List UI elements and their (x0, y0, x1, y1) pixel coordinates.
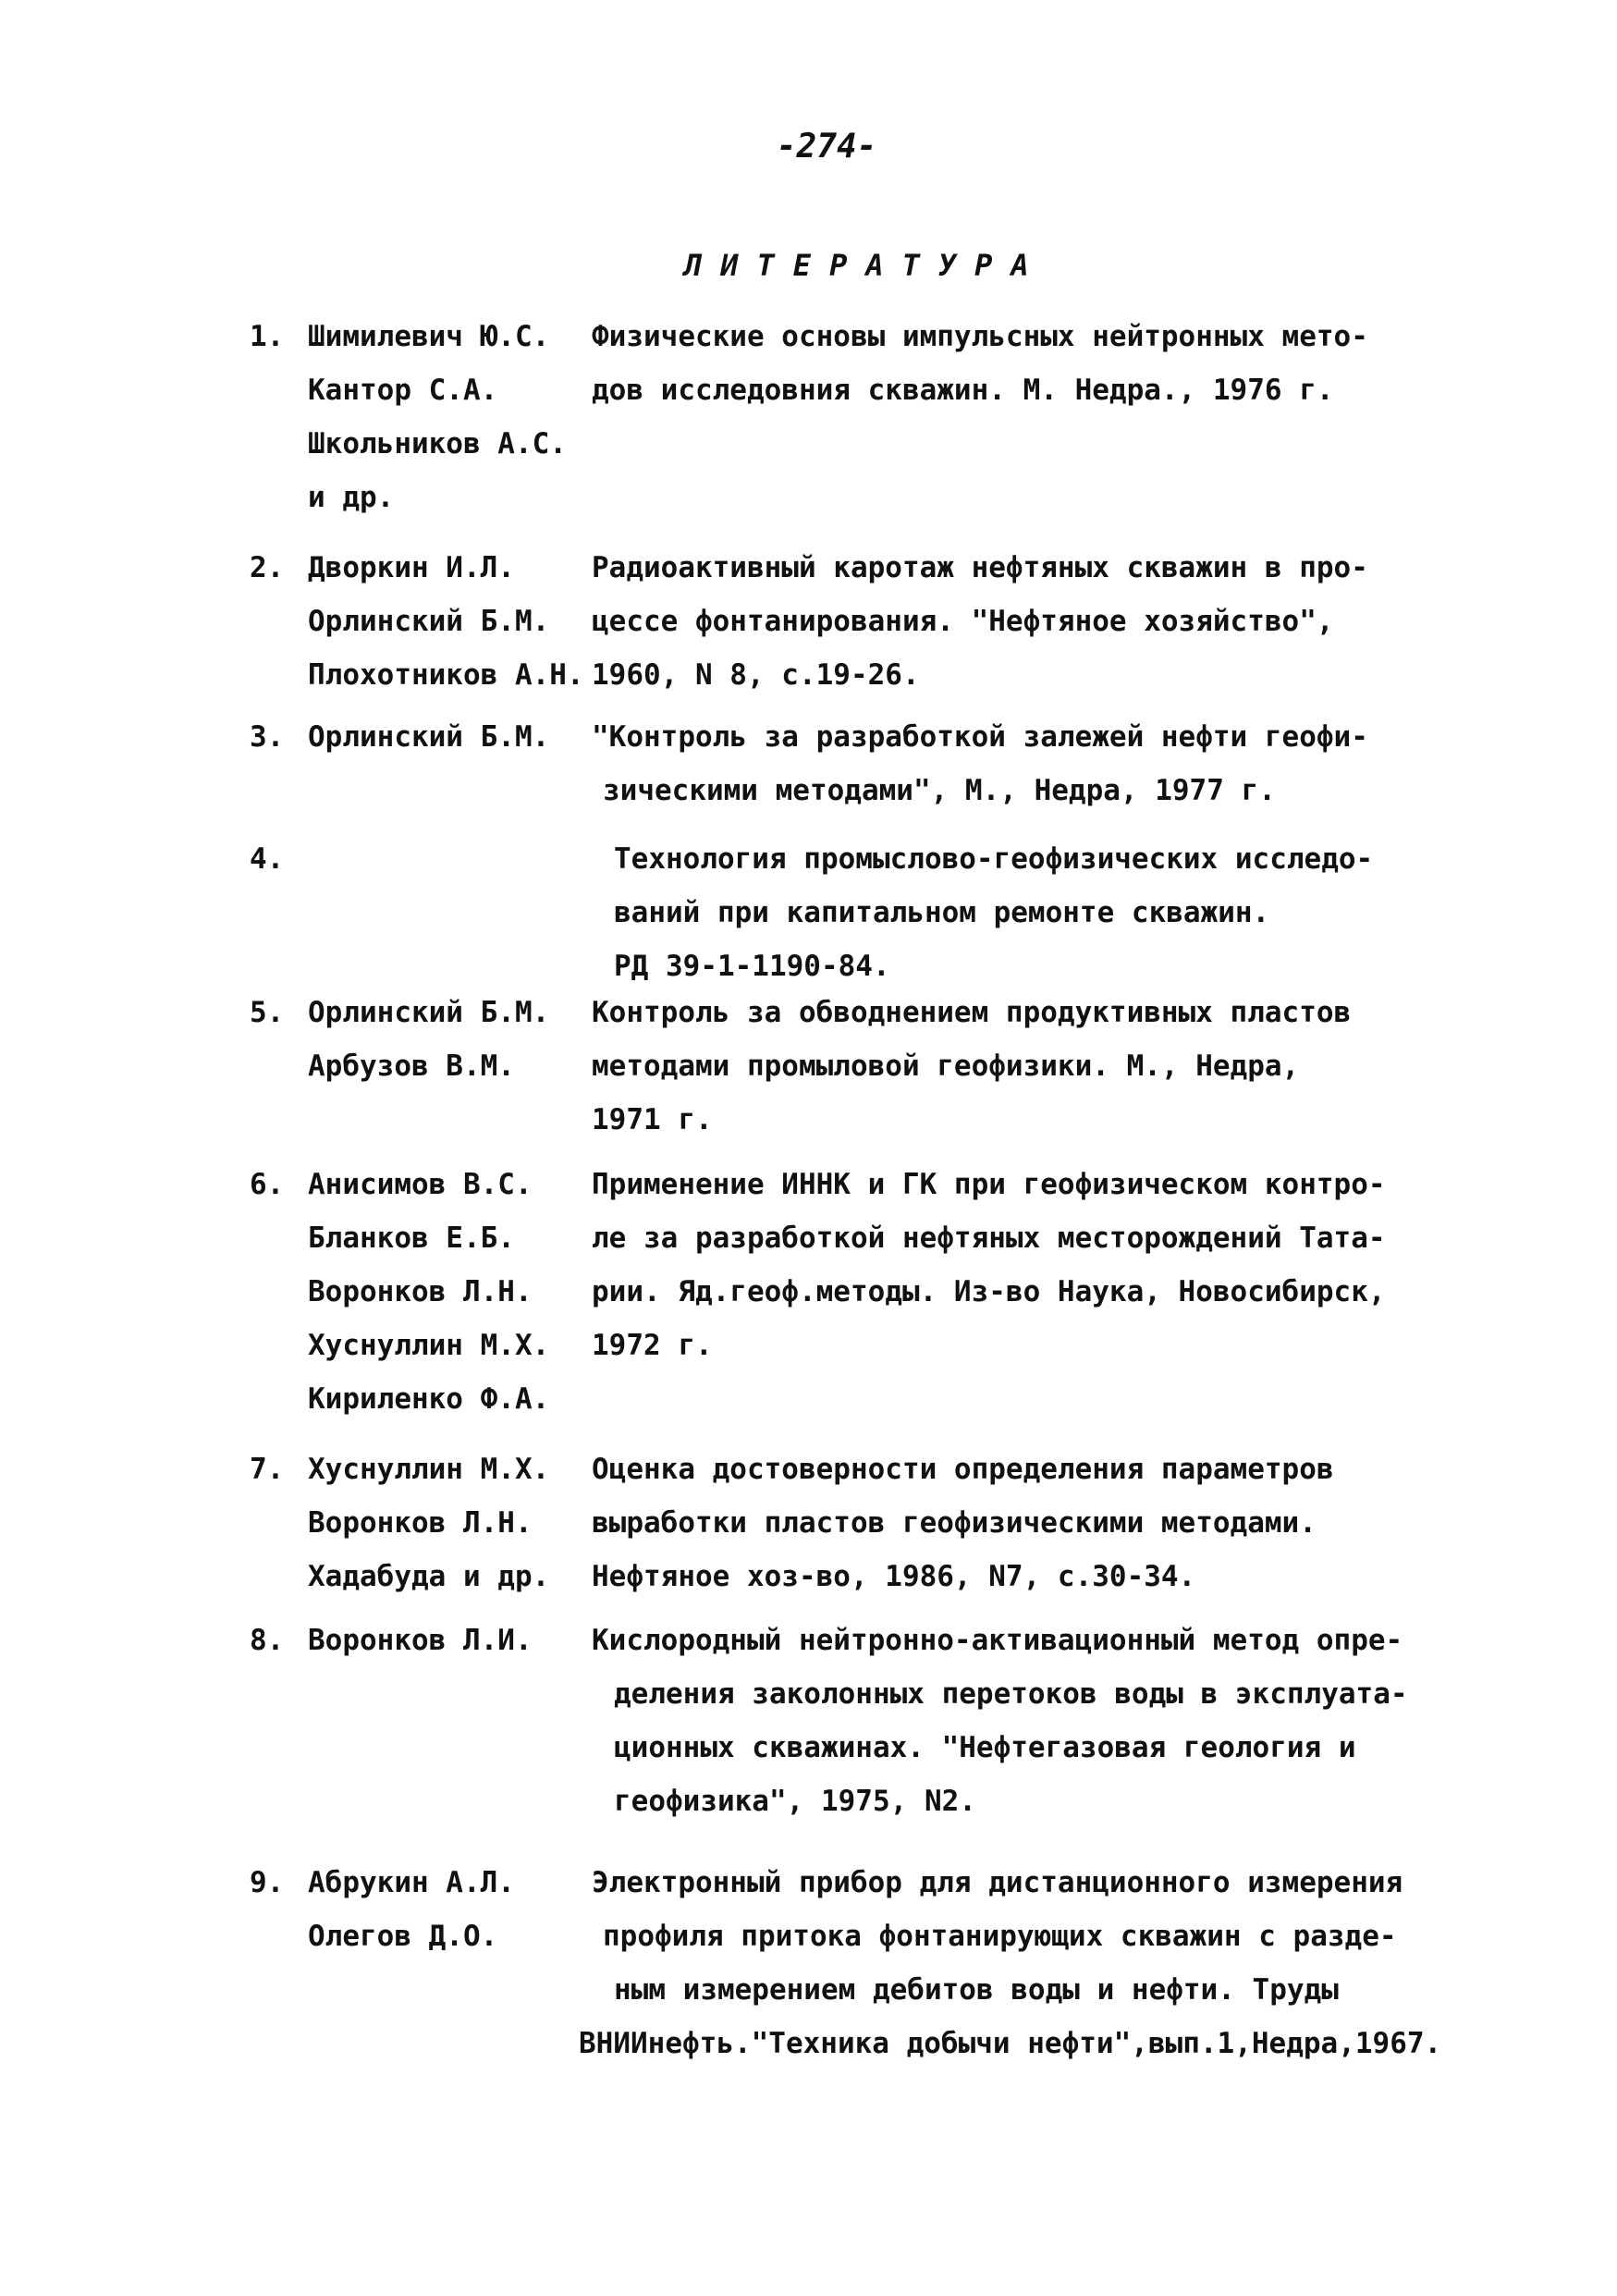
entry-authors (308, 541, 584, 702)
author: Арбузов В.М. (308, 1050, 515, 1083)
entry-reference (592, 310, 1368, 417)
author: Орлинский Б.М. (308, 720, 550, 754)
reference-line: Оценка достоверности определения параметров (592, 1453, 1334, 1486)
reference-line: 1971 г. (592, 1103, 713, 1136)
entry-number: 6. (250, 1168, 285, 1201)
author: Воронков Л.Н. (308, 1275, 533, 1308)
author: Абрукин А.Л. (308, 1866, 515, 1899)
reference-line: выработки пластов геофизическими методами. (592, 1506, 1317, 1540)
entry-authors (308, 986, 549, 1093)
reference-line: цессе фонтанирования. "Нефтяное хозяйство", (592, 605, 1334, 638)
author: Плохотников А.Н. (308, 658, 584, 692)
reference-line: профиля притока фонтанирующих скважин с разде- (603, 1920, 1397, 1953)
reference-line: Контроль за обводнением продуктивных пластов (592, 996, 1352, 1029)
entry-authors (308, 1443, 549, 1603)
entry-number: 5. (250, 996, 285, 1029)
reference-line: Физические основы импульсных нейтронных мето- (592, 320, 1368, 353)
author: Хадабуда и др. (308, 1560, 550, 1593)
entry-reference (592, 986, 1351, 1147)
reference-line: рии. Яд.геоф.методы. Из-во Наука, Новосибирск, (592, 1275, 1386, 1308)
entry-number: 2. (250, 551, 285, 584)
author: Хуснуллин М.Х. (308, 1329, 550, 1362)
author: Орлинский Б.М. (308, 996, 550, 1029)
reference-line: ным измерением дебитов воды и нефти. Труды (614, 1973, 1339, 2007)
reference-line: Нефтяное хоз-во, 1986, N7, с.30-34. (592, 1560, 1196, 1593)
author: Орлинский Б.М. (308, 605, 550, 638)
author: Школьников А.С. (308, 427, 567, 460)
entry-authors (308, 1158, 549, 1426)
author: Кантор С.А. (308, 374, 498, 407)
entry-number: 3. (250, 720, 285, 754)
author: Хуснуллин М.Х. (308, 1453, 550, 1486)
page-number: -274- (777, 128, 877, 166)
author: и др. (308, 481, 395, 514)
reference-line: Технология промыслово-геофизических исследо- (614, 842, 1374, 876)
entry-number: 1. (250, 320, 285, 353)
author: Кириленко Ф.А. (308, 1382, 550, 1416)
entry-reference (592, 710, 1368, 817)
entry-number: 8. (250, 1624, 285, 1657)
reference-line: ционных скважинах. "Нефтегазовая геология и (614, 1731, 1356, 1764)
author: Анисимов В.С. (308, 1168, 533, 1201)
reference-line: РД 39-1-1190-84. (614, 950, 890, 983)
entry-reference (592, 541, 1368, 702)
entry-authors (308, 1614, 533, 1667)
author: Олегов Д.О. (308, 1920, 498, 1953)
entry-reference (592, 1158, 1386, 1372)
reference-line: дов исследовния скважин. М. Недра., 1976 г. (592, 374, 1334, 407)
author: Дворкин И.Л. (308, 551, 515, 584)
entry-number: 9. (250, 1866, 285, 1899)
reference-line: Радиоактивный каротаж нефтяных скважин в про- (592, 551, 1368, 584)
entry-number: 4. (250, 842, 285, 876)
reference-line: ваний при капитальном ремонте скважин. (614, 896, 1270, 929)
reference-line: методами промыловой геофизики. М., Недра, (592, 1050, 1300, 1083)
author: Воронков Л.Н. (308, 1506, 533, 1540)
reference-line: "Контроль за разработкой залежей нефти геофи- (592, 720, 1368, 754)
author: Шимилевич Ю.С. (308, 320, 550, 353)
reference-line: ле за разработкой нефтяных месторождений Тата- (592, 1222, 1386, 1255)
reference-line: 1972 г. (592, 1329, 713, 1362)
reference-line: Кислородный нейтронно-активационный метод опре- (592, 1624, 1403, 1657)
reference-line: ВНИИнефть."Техника добычи нефти",вып.1,Недра,1967. (579, 2027, 1442, 2060)
author: Воронков Л.И. (308, 1624, 533, 1657)
entry-reference (592, 832, 1373, 993)
page-title: ЛИТЕРАТУРА (684, 248, 1047, 283)
entry-authors (308, 710, 549, 764)
entry-number: 7. (250, 1453, 285, 1486)
entry-reference (579, 1856, 1442, 2070)
reference-line: зическими методами", М., Недра, 1977 г. (603, 774, 1276, 807)
reference-line: 1960, N 8, с.19-26. (592, 658, 920, 692)
reference-line: деления заколонных перетоков воды в эксплуата- (614, 1677, 1408, 1711)
entry-reference (592, 1443, 1334, 1603)
author: Бланков Е.Б. (308, 1222, 515, 1255)
entry-authors (308, 1856, 515, 1963)
entry-reference (592, 1614, 1408, 1828)
reference-line: Электронный прибор для дистанционного измерения (592, 1866, 1403, 1899)
reference-line: Применение ИННК и ГК при геофизическом контро- (592, 1168, 1386, 1201)
reference-line: геофизика", 1975, N2. (614, 1785, 976, 1818)
entry-authors (308, 310, 567, 524)
